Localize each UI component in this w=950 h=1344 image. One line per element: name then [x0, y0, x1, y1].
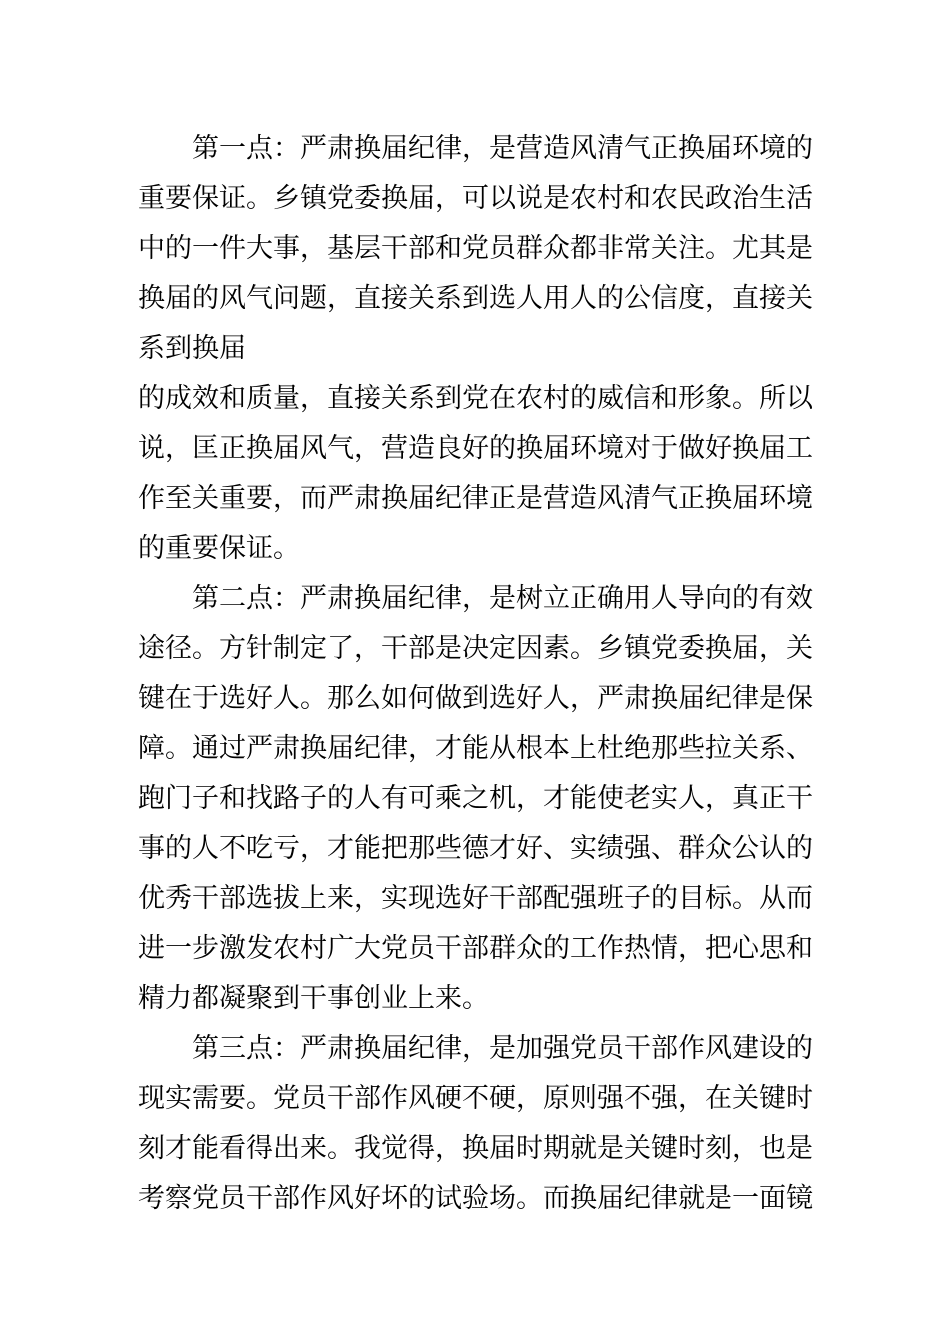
- paragraph-2: [138, 573, 828, 1023]
- text-line: 说，匡正换届风气，营造良好的换届环境对于做好换届工: [138, 433, 813, 463]
- text-line: 第一点：严肃换届纪律，是营造风清气正换届环境的: [192, 133, 813, 163]
- text-line: 第三点：严肃换届纪律，是加强党员干部作风建设的: [192, 1033, 813, 1063]
- paragraph-1a: [138, 123, 828, 373]
- document-body: [138, 123, 828, 1223]
- text-line: 现实需要。党员干部作风硬不硬，原则强不强，在关键时: [138, 1083, 813, 1113]
- text-line: 作至关重要，而严肃换届纪律正是营造风清气正换届环境: [138, 483, 813, 513]
- text-line: 精力都凝聚到干事创业上来。: [138, 983, 489, 1013]
- text-line: 优秀干部选拔上来，实现选好干部配强班子的目标。从而: [138, 883, 813, 913]
- paragraph-1b: [138, 373, 828, 573]
- text-line: 重要保证。乡镇党委换届，可以说是农村和农民政治生活: [138, 183, 813, 213]
- text-line: 障。通过严肃换届纪律，才能从根本上杜绝那些拉关系、: [138, 733, 813, 763]
- text-line: 第二点：严肃换届纪律，是树立正确用人导向的有效: [192, 583, 813, 613]
- text-line: 考察党员干部作风好坏的试验场。而换届纪律就是一面镜: [138, 1183, 813, 1213]
- text-line: 的重要保证。: [138, 533, 300, 563]
- text-line: 中的一件大事，基层干部和党员群众都非常关注。尤其是: [138, 233, 813, 263]
- text-line: 进一步激发农村广大党员干部群众的工作热情，把心思和: [138, 933, 813, 963]
- text-line: 键在于选好人。那么如何做到选好人，严肃换届纪律是保: [138, 683, 813, 713]
- paragraph-3: [138, 1023, 828, 1223]
- text-line: 途径。方针制定了，干部是决定因素。乡镇党委换届，关: [138, 633, 813, 663]
- text-line: 事的人不吃亏，才能把那些德才好、实绩强、群众公认的: [138, 833, 813, 863]
- text-line: 刻才能看得出来。我觉得，换届时期就是关键时刻，也是: [138, 1133, 813, 1163]
- text-line: 系到换届: [138, 333, 246, 363]
- text-line: 的成效和质量，直接关系到党在农村的威信和形象。所以: [138, 383, 813, 413]
- text-line: 跑门子和找路子的人有可乘之机，才能使老实人，真正干: [138, 783, 813, 813]
- text-line: 换届的风气问题，直接关系到选人用人的公信度，直接关: [138, 283, 813, 313]
